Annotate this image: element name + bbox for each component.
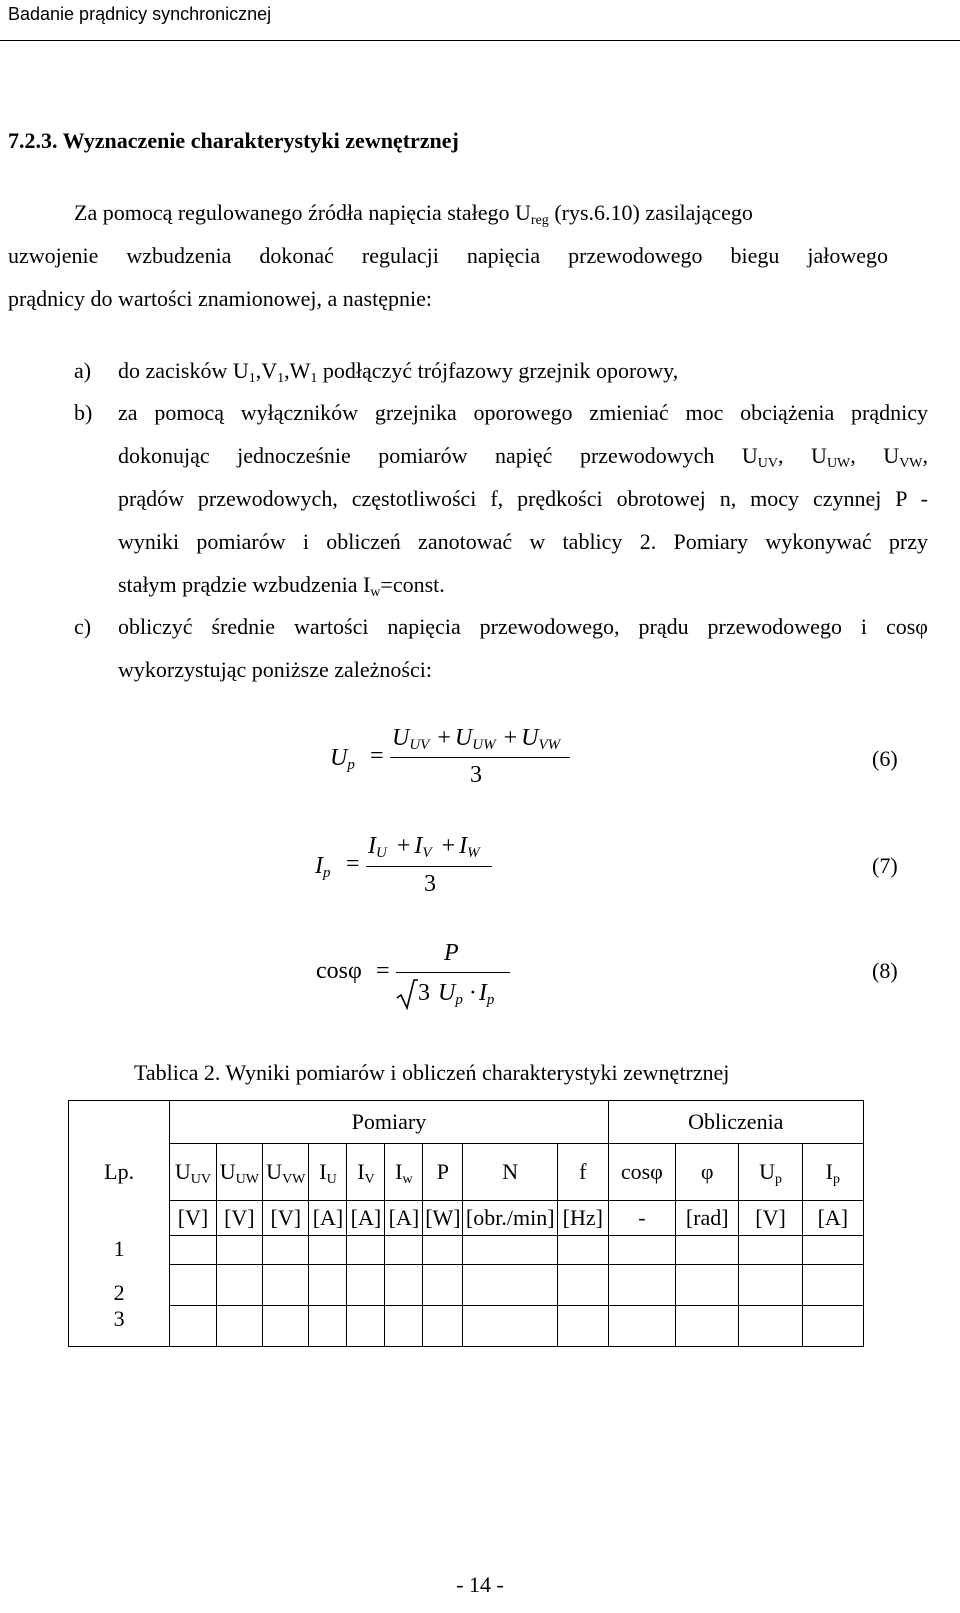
- item-b-line-2: dokonując jednocześnie pomiarów napięć przewodowych $U_{UV}$, $U_{UW}$, $U_{VW}$,: [118, 443, 929, 471]
- table-header-cell: φ: [676, 1144, 739, 1201]
- table-header-cell: N: [463, 1144, 558, 1201]
- lp-header: Lp.: [69, 1144, 170, 1201]
- unit-cell: [Hz]: [557, 1201, 608, 1236]
- table-header-cell: P: [423, 1144, 463, 1201]
- eq7-denominator: 3: [424, 871, 436, 897]
- data-cell: [608, 1306, 676, 1347]
- eq6-numerator: $U_{UV} + U_{UW} + U_{VW}$: [392, 725, 561, 753]
- eq7-equals: =: [346, 851, 360, 877]
- item-c-label: c): [74, 614, 92, 639]
- data-cell: [557, 1265, 608, 1306]
- data-cell: [309, 1265, 347, 1306]
- item-b-line-3: prądów przewodowych, częstotliwości f, prędkości obrotowej n, mocy czynnej P -: [118, 486, 928, 511]
- results-table: [68, 1100, 864, 1347]
- data-cell: [739, 1265, 802, 1306]
- data-cell: [170, 1265, 216, 1306]
- item-b-line-4: wyniki pomiarów i obliczeń zanotować w tablicy 2. Pomiary wykonywać przy: [118, 529, 928, 554]
- item-b-line-1: za pomocą wyłączników grzejnika oporowego zmieniać moc obciążenia prądnicy: [118, 400, 928, 425]
- unit-cell: [V]: [216, 1201, 262, 1236]
- eq7-numerator: $I_U + I_V + I_W$: [368, 833, 480, 861]
- table-header-row: [69, 1144, 864, 1201]
- table-header-cell: $U_{UV}$: [170, 1144, 216, 1201]
- data-cell: [463, 1306, 558, 1347]
- table-row: [69, 1306, 864, 1347]
- item-c-line-1: obliczyć średnie wartości napięcia przewodowego, prądu przewodowego i cosφ: [118, 614, 928, 639]
- data-cell: [557, 1236, 608, 1265]
- unit-cell: [V]: [739, 1201, 802, 1236]
- data-cell: [463, 1236, 558, 1265]
- page-number: - 14 -: [456, 1572, 504, 1597]
- data-cell: [463, 1265, 558, 1306]
- data-cell: [385, 1265, 423, 1306]
- data-cell: [263, 1306, 309, 1347]
- table-header-cell: $I_w$: [385, 1144, 423, 1201]
- data-cell: [802, 1236, 863, 1265]
- unit-cell: [A]: [347, 1201, 385, 1236]
- data-cell: [170, 1306, 216, 1347]
- table-row: [69, 1236, 864, 1265]
- table-units-row: [69, 1201, 864, 1236]
- eq8-lhs: cosφ: [316, 958, 362, 984]
- eq8-denominator: 3 $U_p \cdot I_p$: [418, 980, 495, 1008]
- header-title: Badanie prądnicy synchronicznej: [8, 4, 272, 24]
- data-cell: [347, 1306, 385, 1347]
- table-row: [69, 1265, 864, 1306]
- table-header-cell: f: [557, 1144, 608, 1201]
- data-cell: [739, 1306, 802, 1347]
- group-obliczenia: Obliczenia: [608, 1101, 863, 1144]
- unit-cell: [rad]: [676, 1201, 739, 1236]
- table-header-cell: $U_{UW}$: [216, 1144, 262, 1201]
- table-header-cell: $I_V$: [347, 1144, 385, 1201]
- intro-line-3: prądnicy do wartości znamionowej, a następnie:: [8, 286, 432, 311]
- item-a-text: do zacisków $U_1,V_1,W_1$ podłączyć trójfazowy grzejnik oporowy,: [118, 358, 679, 386]
- data-cell: [423, 1265, 463, 1306]
- data-cell: [347, 1236, 385, 1265]
- eq6-lhs: $U_p$: [330, 745, 355, 773]
- data-cell: [347, 1265, 385, 1306]
- lp-cell-units: [69, 1201, 170, 1236]
- eq8-numerator: P: [444, 940, 459, 966]
- eq8-fraction-bar: [396, 972, 510, 973]
- unit-cell: [A]: [385, 1201, 423, 1236]
- table-caption: Tablica 2. Wyniki pomiarów i obliczeń charakterystyki zewnętrznej: [134, 1060, 730, 1085]
- table-header-cell: $U_p$: [739, 1144, 802, 1201]
- data-cell: [385, 1306, 423, 1347]
- table-group-row: [69, 1101, 864, 1144]
- lp-cell-top: [69, 1101, 170, 1144]
- unit-cell: [V]: [170, 1201, 216, 1236]
- data-cell: [739, 1236, 802, 1265]
- data-cell: [608, 1265, 676, 1306]
- row-number: 1: [69, 1236, 170, 1265]
- section-heading: 7.2.3. Wyznaczenie charakterystyki zewnętrznej: [8, 128, 459, 153]
- data-cell: [423, 1236, 463, 1265]
- intro-line-1: Za pomocą regulowanego źródła napięcia stałego $U_{reg}$ (rys.6.10) zasilającego: [74, 200, 753, 228]
- unit-cell: [V]: [263, 1201, 309, 1236]
- eq8-number: (8): [872, 958, 898, 983]
- eq6-denominator: 3: [470, 762, 482, 788]
- table-header-cell: $I_U$: [309, 1144, 347, 1201]
- row-number: 2: [69, 1265, 170, 1306]
- data-cell: [216, 1306, 262, 1347]
- eq7-number: (7): [872, 853, 898, 878]
- data-cell: [676, 1236, 739, 1265]
- row-number: 3: [69, 1306, 170, 1347]
- data-cell: [309, 1306, 347, 1347]
- table-header-cell: $I_p$: [802, 1144, 863, 1201]
- data-cell: [608, 1236, 676, 1265]
- data-cell: [802, 1306, 863, 1347]
- running-header: [0, 0, 960, 41]
- data-cell: [557, 1306, 608, 1347]
- group-pomiary: Pomiary: [170, 1101, 608, 1144]
- unit-cell: [obr./min]: [463, 1201, 558, 1236]
- item-b-label: b): [74, 400, 93, 425]
- item-b-line-5: stałym prądzie wzbudzenia $I_w=const$.: [118, 572, 445, 600]
- item-c-line-2: wykorzystując poniższe zależności:: [118, 657, 432, 682]
- eq6-number: (6): [872, 746, 898, 771]
- data-cell: [802, 1265, 863, 1306]
- data-cell: [676, 1306, 739, 1347]
- data-cell: [216, 1236, 262, 1265]
- sqrt-icon: [396, 978, 418, 1010]
- table-header-cell: cosφ: [608, 1144, 676, 1201]
- eq6-fraction-bar: [390, 757, 570, 758]
- data-cell: [216, 1265, 262, 1306]
- data-cell: [263, 1265, 309, 1306]
- unit-cell: [A]: [802, 1201, 863, 1236]
- eq7-lhs: $I_p$: [315, 853, 331, 881]
- data-cell: [676, 1265, 739, 1306]
- unit-cell: [A]: [309, 1201, 347, 1236]
- data-cell: [309, 1236, 347, 1265]
- table-header-cell: $U_{VW}$: [263, 1144, 309, 1201]
- data-cell: [170, 1236, 216, 1265]
- data-cell: [385, 1236, 423, 1265]
- eq7-fraction-bar: [366, 866, 492, 867]
- eq8-equals: =: [376, 958, 390, 984]
- data-cell: [423, 1306, 463, 1347]
- item-a-label: a): [74, 358, 92, 383]
- unit-cell: [W]: [423, 1201, 463, 1236]
- data-cell: [263, 1236, 309, 1265]
- intro-line-2: uzwojenie wzbudzenia dokonać regulacji napięcia przewodowego biegu jałowego: [8, 243, 888, 268]
- unit-cell: -: [608, 1201, 676, 1236]
- eq6-equals: =: [370, 743, 384, 769]
